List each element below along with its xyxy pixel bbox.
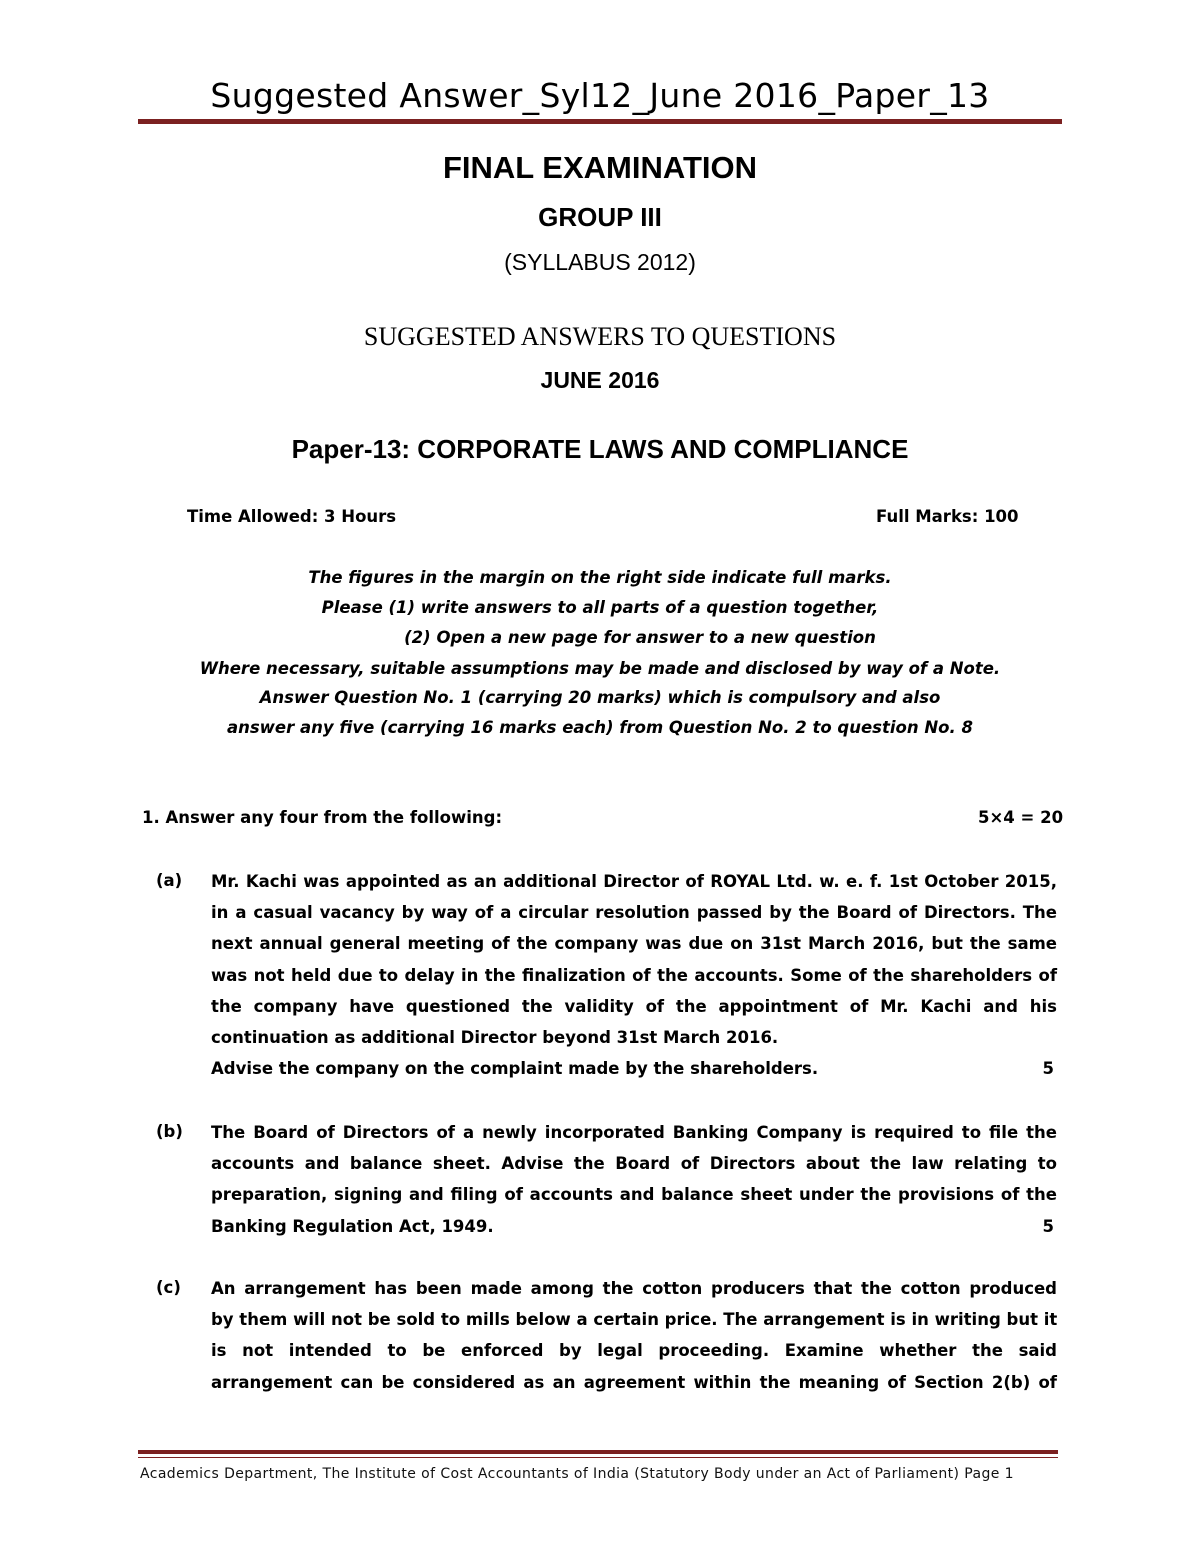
part-a-marks: 5 [1042,1059,1054,1079]
paper-title: Paper-13: CORPORATE LAWS AND COMPLIANCE [291,434,909,464]
part-a-text [211,866,1057,1084]
part-c-label: (c) [156,1278,181,1297]
session-title: JUNE 2016 [540,367,660,393]
part-a-label: (a) [156,871,183,890]
group-title: GROUP III [538,202,662,232]
instruction-line: Where necessary, suitable assumptions may be made and disclosed by way of a Note. [199,659,1001,678]
part-a-line: the company have questioned the validity of the appointment of Mr. Kachi and his [211,996,1057,1016]
part-b-final-line [211,1211,1057,1242]
part-b-line: The Board of Directors of a newly incorporated Banking Company is required to file the [211,1123,1057,1142]
part-a-line: was not held due to delay in the finalization of the accounts. Some of the shareholders of [211,965,1057,985]
question-1-marks: 5×4 = 20 [978,808,1064,827]
instruction-line: Answer Question No. 1 (carrying 20 marks) which is compulsory and also [259,688,941,707]
suggested-answers-title: SUGGESTED ANSWERS TO QUESTIONS [363,322,837,351]
part-c-line: by them will not be sold to mills below a certain price. The arrangement is in writing but it [211,1310,1058,1330]
instruction-line: The figures in the margin on the right side indicate full marks. [308,568,892,587]
header-rule-thick [138,119,1062,124]
part-a-line: Advise the company on the complaint made by the shareholders. [211,1059,819,1079]
instruction-line: (2) Open a new page for answer to a new question [404,628,876,647]
exam-title: FINAL EXAMINATION [442,150,757,185]
question-1-heading: 1. Answer any four from the following: [142,808,503,827]
instruction-line: answer any five (carrying 16 marks each) from Question No. 2 to question No. 8 [226,718,974,737]
part-b-marks: 5 [1042,1216,1054,1236]
footer-text: Academics Department, The Institute of Cost Accountants of India (Statutory Body under an Act of Parliament) Page 1 [140,1466,1014,1482]
part-a-line: in a casual vacancy by way of a circular resolution passed by the Board of Directors. The [211,903,1057,923]
page-header-title: Suggested Answer_Syl12_June 2016_Paper_13 [210,76,990,115]
part-c-text [211,1273,1057,1398]
part-b-label: (b) [156,1122,183,1141]
part-c-line: arrangement can be considered as an agreement within the meaning of Section 2(b) of [211,1372,1057,1392]
part-b-line: preparation, signing and filing of accounts and balance sheet under the provisions of the [211,1185,1057,1205]
part-c-line: An arrangement has been made among the cotton producers that the cotton produced [211,1279,1057,1298]
part-c-line: is not intended to be enforced by legal proceeding. Examine whether the said [211,1341,1057,1361]
full-marks: Full Marks: 100 [876,507,1019,526]
footer-rule-thin [138,1457,1058,1458]
part-a-line: next annual general meeting of the company was due on 31st March 2016, but the same [211,934,1057,954]
part-a-line: continuation as additional Director beyond 31st March 2016. [211,1027,779,1047]
time-allowed: Time Allowed: 3 Hours [187,507,397,526]
footer-rule-thick [138,1450,1058,1454]
syllabus-title: (SYLLABUS 2012) [504,249,696,275]
part-b-line: accounts and balance sheet. Advise the Board of Directors about the law relating to [211,1154,1057,1174]
part-b-text [211,1117,1057,1242]
instruction-line: Please (1) write answers to all parts of a question together, [321,598,879,617]
part-b-line: Banking Regulation Act, 1949. [211,1216,494,1236]
part-a-line: Mr. Kachi was appointed as an additional Director of ROYAL Ltd. w. e. f. 1st October 2015, [211,872,1057,891]
part-a-final-line [211,1053,1057,1084]
